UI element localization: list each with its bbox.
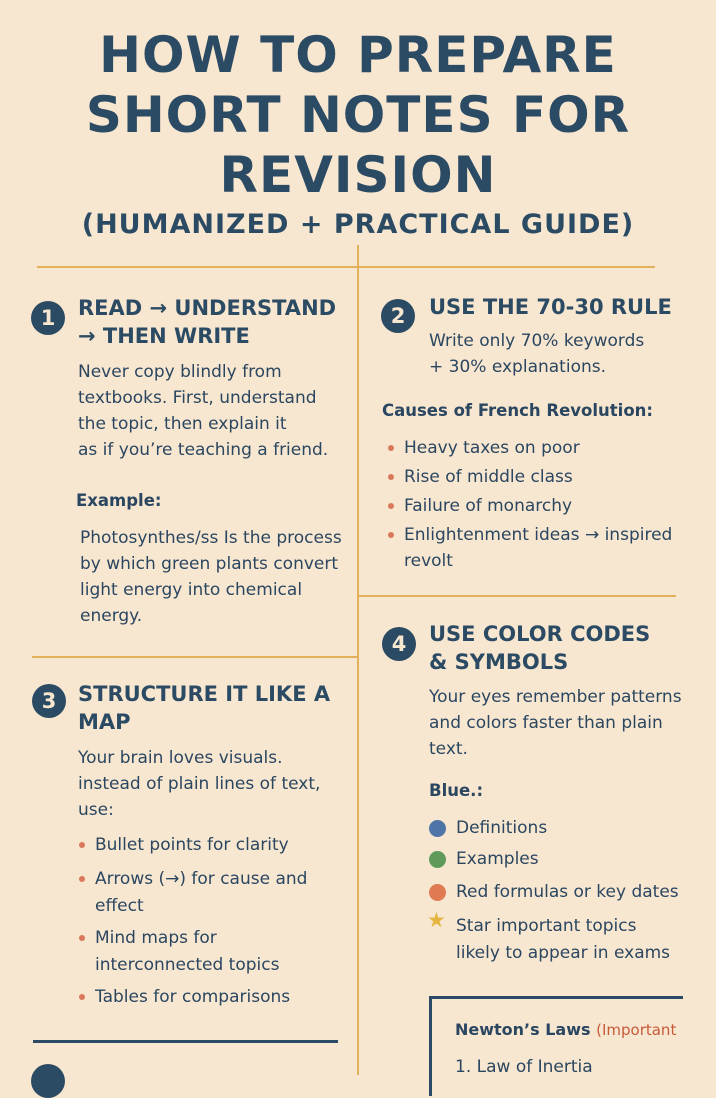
divider-dark	[33, 1040, 338, 1043]
causes-list	[404, 435, 672, 573]
step-badge-5	[31, 1064, 65, 1098]
title-line-3: REVISION	[219, 146, 497, 204]
section-1-heading: READ → UNDERSTAND → THEN WRITE	[78, 296, 337, 348]
red-dot-icon	[429, 884, 446, 901]
list-item: Star important topics likely to appear in exams	[456, 916, 671, 963]
section-3-heading: STRUCTURE IT LIKE A MAP	[78, 682, 331, 734]
structure-list	[95, 832, 307, 1011]
example-text: Photosynthes/ss Is the process by which green plants convert light energy into chemical energy.	[80, 528, 342, 626]
color-label: Blue.:	[429, 781, 484, 800]
divider-top	[37, 266, 655, 268]
list-item: Mind maps for interconnected topics	[95, 925, 307, 979]
divider-vertical	[357, 245, 359, 1075]
green-dot-icon	[429, 851, 446, 868]
list-item: Definitions	[456, 818, 548, 838]
section-3-body: Your brain loves visuals. instead of plain lines of text, use:	[78, 748, 321, 820]
section-4-heading: USE COLOR CODES & SYMBOLS	[429, 622, 651, 674]
blue-dot-icon	[429, 820, 446, 837]
step-badge-4: 4	[382, 627, 416, 661]
section-4-body: Your eyes remember patterns and colors faster than plain text.	[429, 687, 682, 759]
section-2-heading: USE THE 70-30 RULE	[429, 295, 672, 319]
divider-right	[359, 595, 676, 597]
list-item: Red formulas or key dates	[456, 882, 679, 902]
list-item: Heavy taxes on poor	[404, 435, 672, 462]
list-item: Tables for comparisons	[95, 984, 307, 1011]
section-1-body: Never copy blindly from textbooks. First, understand the topic, then explain it as if you’re teaching a friend.	[78, 362, 329, 460]
step-badge-1: 1	[31, 301, 65, 335]
step-badge-3: 3	[32, 684, 66, 718]
list-item: Rise of middle class	[404, 464, 672, 491]
title-line-2: SHORT NOTES FOR	[85, 86, 631, 144]
star-icon: ★	[427, 908, 446, 932]
important-tag: (Important	[596, 1021, 677, 1039]
causes-label: Causes of French Revolution:	[382, 401, 654, 420]
divider-left	[32, 656, 357, 658]
title-line-1: HOW TO PREPARE	[99, 26, 617, 84]
example-label: Example:	[76, 491, 162, 510]
list-item: Bullet points for clarity	[95, 832, 307, 859]
newton-box	[429, 996, 683, 1096]
newton-item: 1. Law of Inertia	[455, 1057, 593, 1077]
list-item: Failure of monarchy	[404, 493, 672, 520]
list-item: Examples	[456, 849, 539, 869]
list-item: Arrows (→) for cause and effect	[95, 866, 307, 920]
newton-box-title: Newton’s Laws (Important	[455, 1020, 677, 1039]
section-2-body: Write only 70% keywords + 30% explanations.	[429, 331, 645, 377]
step-badge-2: 2	[381, 299, 415, 333]
list-item: Enlightenment ideas → inspired revolt	[404, 522, 672, 573]
subtitle: (HUMANIZED + PRACTICAL GUIDE)	[81, 209, 635, 240]
